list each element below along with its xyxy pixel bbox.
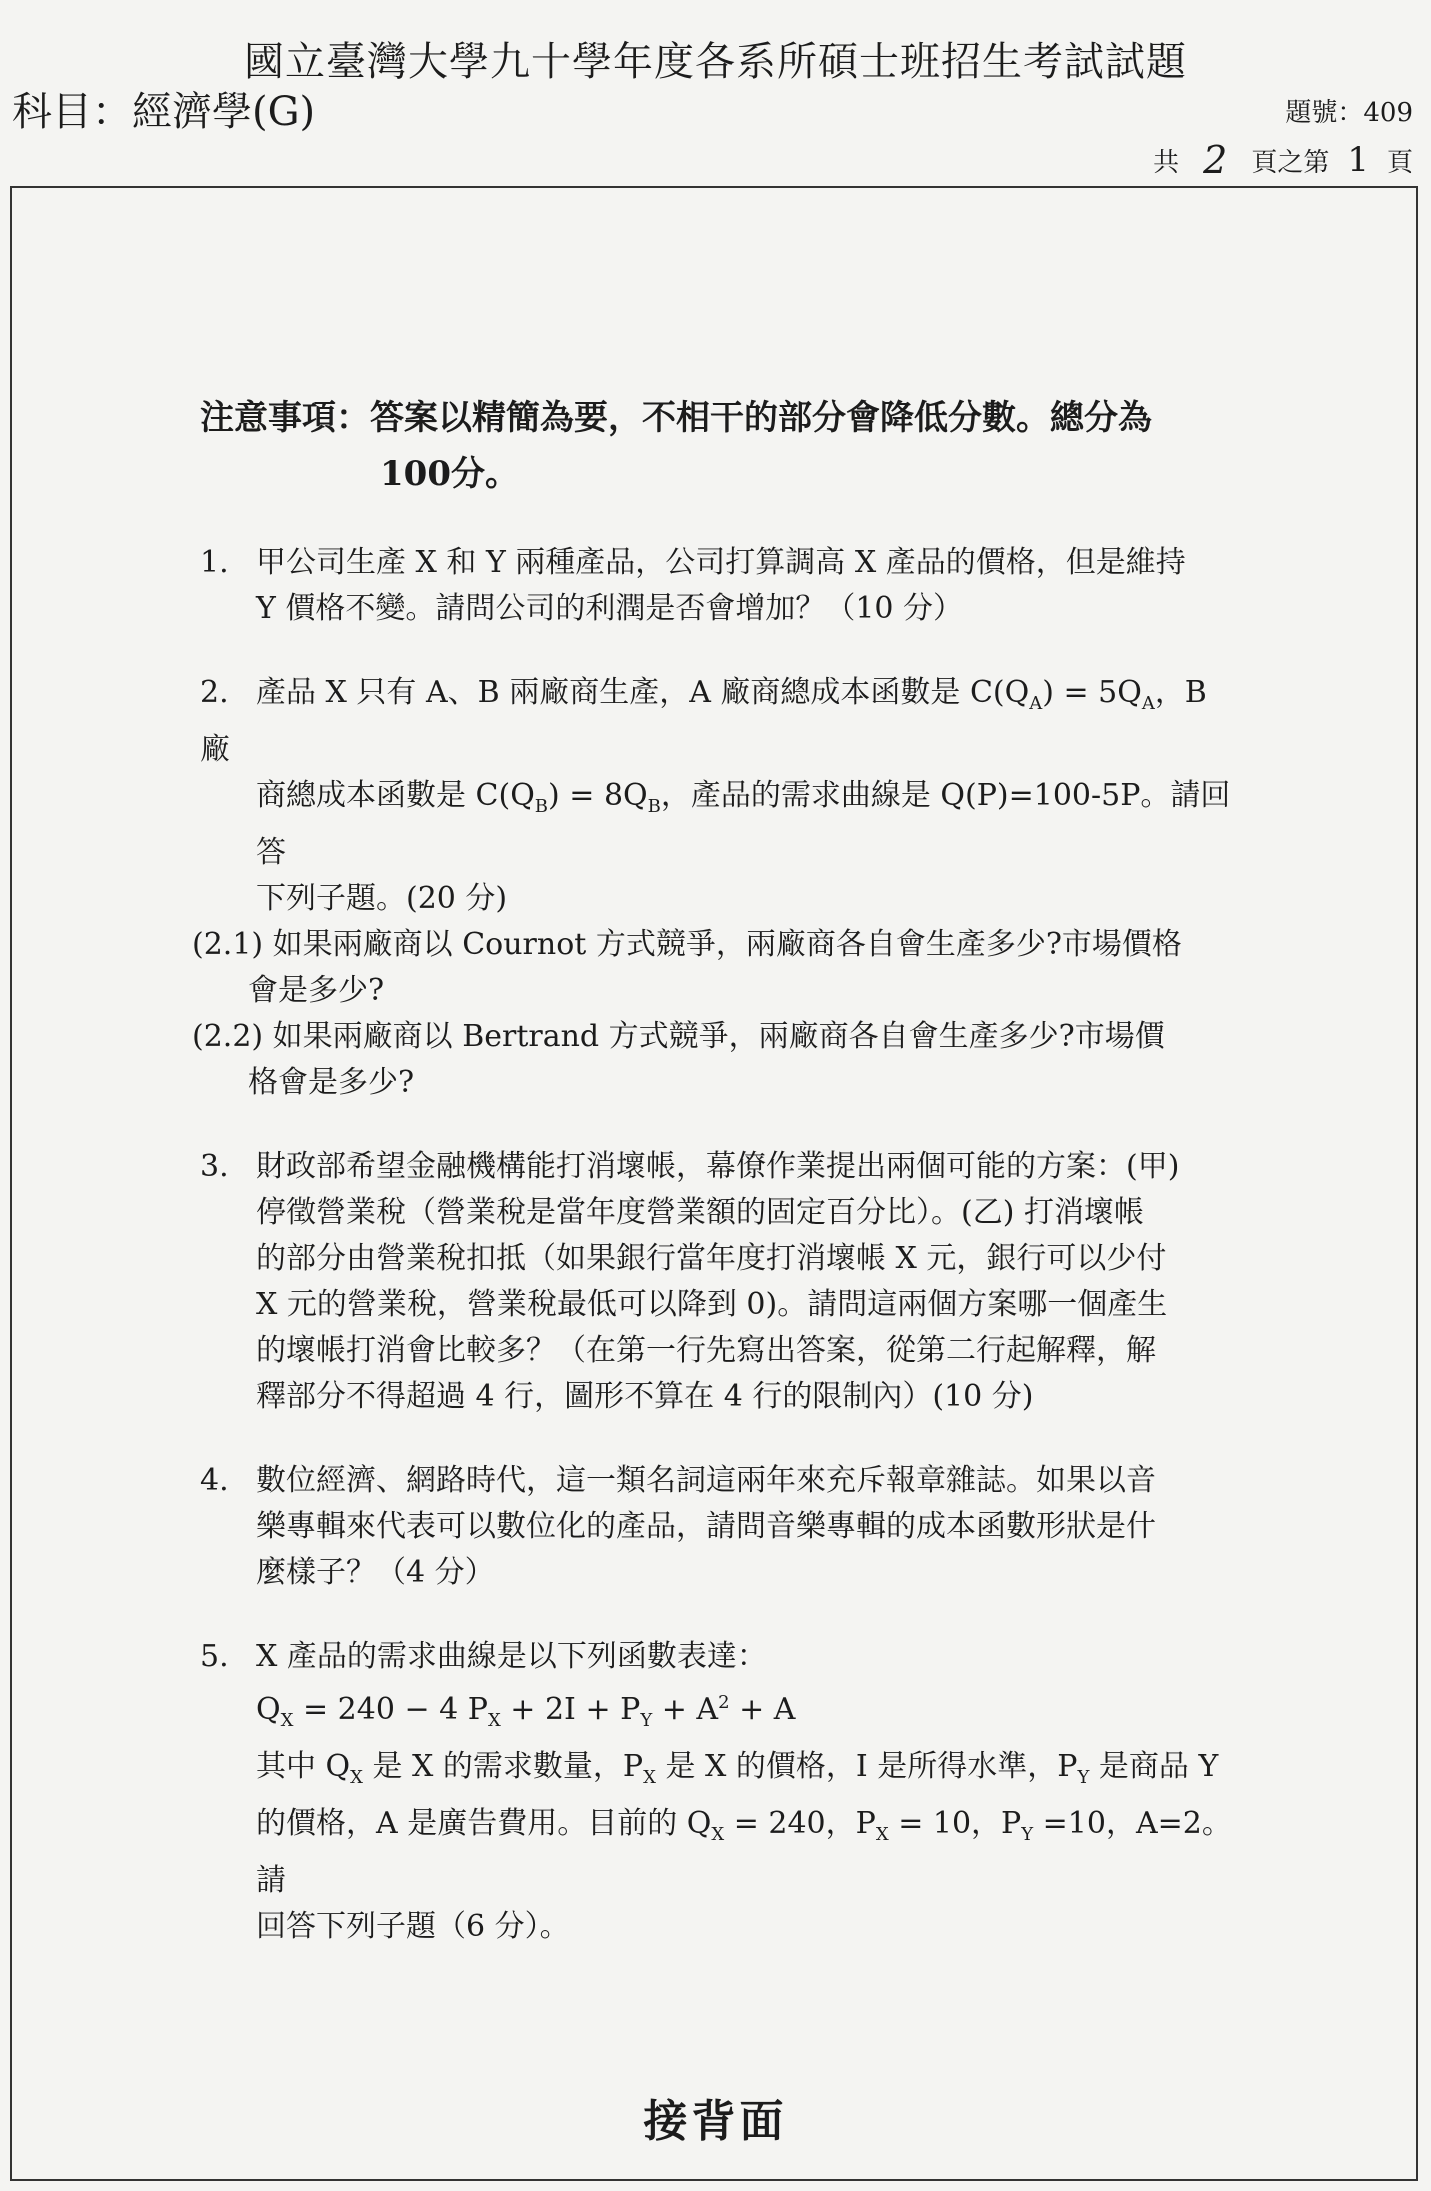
- question-text: 的部分由營業稅扣抵（如果銀行當年度打消壞帳 X 元，銀行可以少付: [256, 1241, 1167, 1276]
- subscript: X: [711, 1824, 725, 1845]
- question-number: 1.: [200, 545, 229, 580]
- question-text: 產品 X 只有 A、B 兩廠商生產，A 廠商總成本函數是 C(Q: [256, 675, 1030, 710]
- formula-part: Q: [256, 1692, 281, 1727]
- question-text: 格會是多少?: [248, 1065, 415, 1100]
- question-number: 4.: [200, 1463, 229, 1498]
- question-text: ) = 8Q: [548, 778, 648, 813]
- question-text: 是商品 Y: [1089, 1749, 1219, 1784]
- exam-content: [192, 390, 1240, 1988]
- subscript: A: [1141, 693, 1155, 714]
- subscript: B: [534, 796, 549, 817]
- pages-mid: 頁之第: [1251, 147, 1330, 178]
- subscript: X: [487, 1710, 501, 1731]
- subscript: X: [643, 1767, 656, 1788]
- exam-title: 國立臺灣大學九十學年度各系所碩士班招生考試試題: [244, 39, 1187, 85]
- question-text: ，產品的需求曲線是 Q(P)=100-5P。請回答: [256, 778, 1231, 870]
- question-text: (2.2) 如果兩廠商以 Bertrand 方式競爭，兩廠商各自會生產多少?市場價: [192, 1019, 1165, 1054]
- question-text: = 10，P: [888, 1806, 1022, 1841]
- demand-formula: [200, 1680, 1240, 1744]
- subscript: X: [875, 1824, 889, 1845]
- formula-part: + A: [729, 1692, 796, 1727]
- question-text: 是 X 的需求數量，P: [362, 1749, 644, 1784]
- question-text: Y 價格不變。請問公司的利潤是否會增加？（10 分）: [256, 591, 964, 626]
- question-text: 會是多少?: [248, 973, 385, 1008]
- question-number: 2.: [200, 675, 229, 710]
- question-text: 商總成本函數是 C(Q: [256, 778, 535, 813]
- question-text: 的價格，A 是廣告費用。目前的 Q: [256, 1806, 712, 1841]
- subject-label: 科目：經濟學(G): [12, 89, 316, 135]
- question-text: = 240，P: [724, 1806, 876, 1841]
- notice: [200, 390, 1240, 502]
- question-text: 樂專輯來代表可以數位化的產品，請問音樂專輯的成本函數形狀是什: [256, 1509, 1156, 1544]
- subscript: Y: [1021, 1824, 1034, 1845]
- question-text: 麼樣子？（4 分）: [256, 1555, 495, 1590]
- subscript: A: [1029, 693, 1043, 714]
- question-number: 5.: [200, 1639, 229, 1674]
- question-text: 是 X 的價格，I 是所得水準，P: [655, 1749, 1078, 1784]
- pages-prefix: 共: [1153, 147, 1180, 178]
- question-code: 題號：409: [1285, 98, 1413, 128]
- notice-line-1: 注意事項：答案以精簡為要，不相干的部分會降低分數。總分為: [200, 398, 1152, 438]
- question-5: [200, 1634, 1240, 1950]
- sub-question-2-2: [192, 1014, 1240, 1106]
- notice-line-2: 100分。: [380, 454, 519, 494]
- pages-current: 1: [1347, 140, 1369, 180]
- superscript: 2: [718, 1692, 730, 1713]
- formula-part: + 2I + P: [500, 1692, 641, 1727]
- question-text: 甲公司生產 X 和 Y 兩種產品，公司打算調高 X 產品的價格，但是維持: [256, 545, 1186, 580]
- question-2: [192, 670, 1240, 1106]
- question-text: 其中 Q: [256, 1749, 351, 1784]
- question-1: [200, 540, 1240, 632]
- question-4: [200, 1458, 1240, 1596]
- question-number: 3.: [200, 1149, 229, 1184]
- question-text: 數位經濟、網路時代，這一類名詞這兩年來充斥報章雜誌。如果以音: [256, 1463, 1156, 1498]
- question-text: 釋部分不得超過 4 行，圖形不算在 4 行的限制內）(10 分): [256, 1379, 1034, 1414]
- question-text: =10，A=2。請: [256, 1806, 1232, 1898]
- subscript: Y: [1077, 1767, 1090, 1788]
- subscript: X: [280, 1710, 294, 1731]
- sub-question-2-1: [192, 922, 1240, 1014]
- question-text: 財政部希望金融機構能打消壞帳，幕僚作業提出兩個可能的方案：(甲): [256, 1149, 1180, 1184]
- subscript: X: [350, 1767, 363, 1788]
- formula-part: = 240 − 4 P: [293, 1692, 488, 1727]
- question-text: 回答下列子題（6 分）。: [256, 1909, 570, 1944]
- question-text: 的壞帳打消會比較多？（在第一行先寫出答案，從第二行起解釋，解: [256, 1333, 1156, 1368]
- page-indicator: [1153, 138, 1413, 182]
- pages-total: 2: [1203, 138, 1228, 182]
- question-text: ，B 廠: [200, 675, 1207, 767]
- subscript: Y: [640, 1710, 653, 1731]
- question-text: X 產品的需求曲線是以下列函數表達：: [256, 1639, 767, 1674]
- continue-on-back: 接背面: [643, 2096, 788, 2147]
- question-text: 下列子題。(20 分): [256, 881, 508, 916]
- pages-suffix: 頁: [1386, 147, 1413, 178]
- question-3: [200, 1144, 1240, 1420]
- question-text: 停徵營業稅（營業稅是當年度營業額的固定百分比）。(乙) 打消壞帳: [256, 1195, 1144, 1230]
- formula-part: + A: [652, 1692, 719, 1727]
- subscript: B: [647, 796, 661, 817]
- question-text: X 元的營業稅，營業稅最低可以降到 0)。請問這兩個方案哪一個產生: [256, 1287, 1168, 1322]
- question-text: (2.1) 如果兩廠商以 Cournot 方式競爭，兩廠商各自會生產多少?市場價格: [192, 927, 1182, 962]
- question-text: ) = 5Q: [1042, 675, 1142, 710]
